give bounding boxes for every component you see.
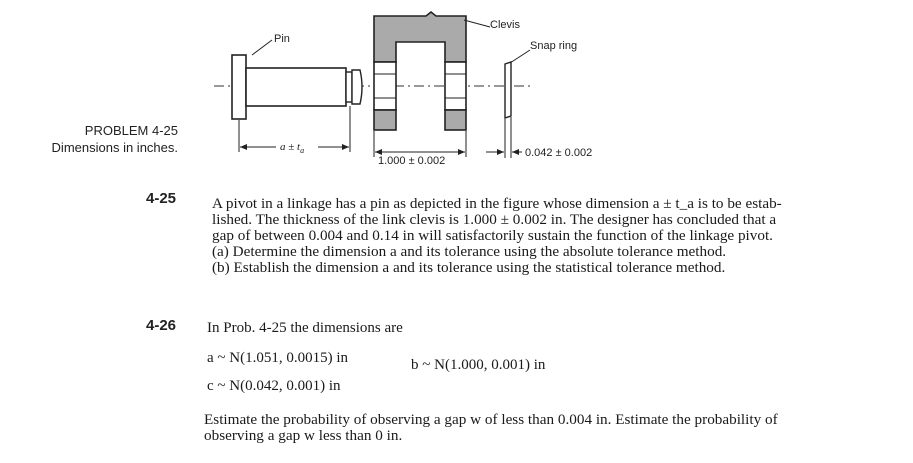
label-dim-ring: 0.042 ± 0.002 (525, 147, 593, 159)
text-line: lished. The thickness of the link clevis is 1.000 ± 0.002 in. The designer has concluded that a (212, 211, 777, 228)
caption-title: PROBLEM 4-25 (84, 123, 178, 138)
text-line: A pivot in a linkage has a pin as depicted in the figure whose dimension a ± t_a is to be estab- (212, 195, 782, 212)
pin-drawing (232, 55, 362, 119)
label-snap-ring: Snap ring (530, 40, 578, 52)
label-pin: Pin (274, 33, 290, 45)
text-line: gap of between 0.004 and 0.14 in will satisfactorily sustain the function of the linkage pivot. (212, 227, 773, 244)
text-line: (b) Establish the dimension a and its tolerance using the statistical tolerance method. (212, 259, 726, 276)
clevis-drawing (374, 12, 466, 130)
problem-number-4-25: 4-25 (146, 190, 177, 207)
snap-ring-drawing (505, 62, 511, 118)
text-line: (a) Determine the dimension a and its tolerance using the absolute tolerance method. (212, 243, 727, 260)
equation-c: c ~ N(0.042, 0.001) in (207, 378, 341, 394)
equation-b: b ~ N(1.000, 0.001) in (411, 357, 546, 373)
pivot-figure (0, 0, 913, 190)
caption-subtitle: Dimensions in inches. (51, 140, 178, 155)
problem-4-26-intro: In Prob. 4-25 the dimensions are (207, 320, 403, 336)
problem-number-4-26: 4-26 (146, 317, 177, 334)
equation-a: a ~ N(1.051, 0.0015) in (207, 350, 349, 366)
dimension-clevis (374, 131, 466, 157)
text-line: Estimate the probability of observing a gap w of less than 0.004 in. Estimate the probability of (204, 411, 778, 428)
problem-4-26-closing (204, 412, 778, 444)
label-dim-clevis: 1.000 ± 0.002 (378, 155, 446, 167)
text-line: observing a gap w less than 0 in. (204, 427, 403, 444)
label-dim-a: $a \pm t_a$ (280, 141, 305, 155)
figure-caption (26, 122, 178, 156)
problem-4-25-text (212, 196, 782, 276)
dimension-ring (486, 117, 522, 158)
label-clevis: Clevis (490, 19, 520, 31)
